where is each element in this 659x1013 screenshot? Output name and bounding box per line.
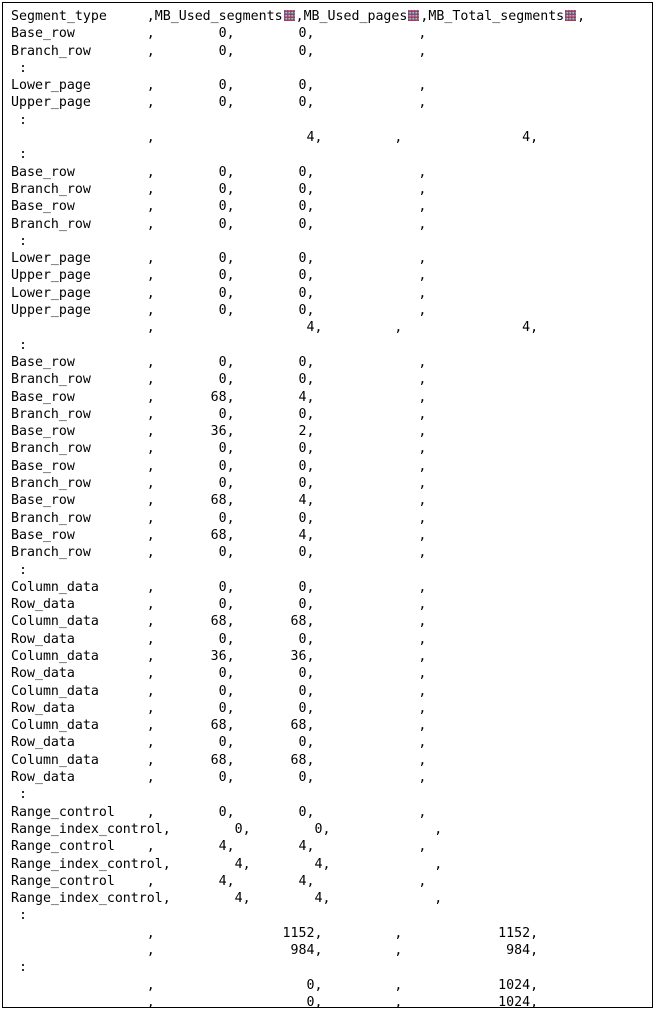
data-row: Column_data , 36, 36, , (11, 648, 427, 664)
data-row: Row_data , 0, 0, , (11, 597, 427, 613)
data-row: Base_row , 0, 0, , (11, 26, 427, 42)
data-row: Range_control , 0, 0, , (11, 804, 427, 820)
data-row: Column_data , 0, 0, , (11, 683, 427, 699)
data-row: Lower_page , 0, 0, , (11, 285, 427, 301)
footnote-mark-icon (565, 10, 576, 21)
data-row: Branch_row , 0, 0, , (11, 545, 427, 561)
data-row: Lower_page , 0, 0, , (11, 251, 427, 267)
data-row: Base_row , 0, 0, , (11, 199, 427, 215)
data-row: Range_index_control, 4, 4, , (11, 891, 443, 907)
data-row: Branch_row , 0, 0, , (11, 43, 427, 59)
ellipsis-row: : (11, 60, 27, 76)
data-row: Column_data , 68, 68, , (11, 614, 427, 630)
data-row: Base_row , 36, 2, , (11, 424, 427, 440)
data-row: Branch_row , 0, 0, , (11, 372, 427, 388)
ellipsis-row: : (11, 787, 27, 803)
segment-report-text (11, 8, 652, 1008)
ellipsis-row: : (11, 233, 27, 249)
data-row: Upper_page , 0, 0, , (11, 95, 427, 111)
data-row: Column_data , 68, 68, , (11, 752, 427, 768)
data-row: Column_data , 0, 0, , (11, 579, 427, 595)
data-row: Range_control , 4, 4, , (11, 873, 427, 889)
data-row: Branch_row , 0, 0, , (11, 216, 427, 232)
data-row: Branch_row , 0, 0, , (11, 510, 427, 526)
header-row: Segment_type ,MB_Used_segments ,MB_Used_pages ,MB_Total_segments , (11, 9, 586, 24)
data-row: Base_row , 0, 0, , (11, 164, 427, 180)
ellipsis-row: : (11, 908, 27, 924)
data-row: Row_data , 0, 0, , (11, 770, 427, 786)
summary-row: , 0, , 1024, (11, 994, 539, 1008)
data-row: Base_row , 68, 4, , (11, 389, 427, 405)
ellipsis-row: : (11, 112, 27, 128)
data-row: Row_data , 0, 0, , (11, 700, 427, 716)
data-row: Base_row , 0, 0, , (11, 458, 427, 474)
data-row: Branch_row , 0, 0, , (11, 476, 427, 492)
data-row: Row_data , 0, 0, , (11, 631, 427, 647)
data-row: Range_index_control, 0, 0, , (11, 821, 443, 837)
data-row: Base_row , 68, 4, , (11, 527, 427, 543)
data-row: Range_control , 4, 4, , (11, 839, 427, 855)
data-row: Base_row , 0, 0, , (11, 354, 427, 370)
data-row: Upper_page , 0, 0, , (11, 303, 427, 319)
data-row: Row_data , 0, 0, , (11, 735, 427, 751)
report-border-frame (2, 2, 653, 1008)
summary-row: , 0, , 1024, (11, 977, 539, 993)
data-row: Column_data , 68, 68, , (11, 718, 427, 734)
data-row: Branch_row , 0, 0, , (11, 406, 427, 422)
ellipsis-row: : (11, 562, 27, 578)
summary-row: , 4, , 4, (11, 130, 539, 146)
footnote-mark-icon (284, 10, 295, 21)
data-row: Lower_page , 0, 0, , (11, 78, 427, 94)
footnote-mark-icon (408, 10, 419, 21)
data-row: Upper_page , 0, 0, , (11, 268, 427, 284)
ellipsis-row: : (11, 147, 27, 163)
data-row: Base_row , 68, 4, , (11, 493, 427, 509)
data-row: Branch_row , 0, 0, , (11, 441, 427, 457)
summary-row: , 4, , 4, (11, 320, 539, 336)
data-row: Branch_row , 0, 0, , (11, 181, 427, 197)
ellipsis-row: : (11, 960, 27, 976)
data-row: Row_data , 0, 0, , (11, 666, 427, 682)
summary-row: , 984, , 984, (11, 943, 539, 959)
data-row: Range_index_control, 4, 4, , (11, 856, 443, 872)
ellipsis-row: : (11, 337, 27, 353)
summary-row: , 1152, , 1152, (11, 925, 539, 941)
